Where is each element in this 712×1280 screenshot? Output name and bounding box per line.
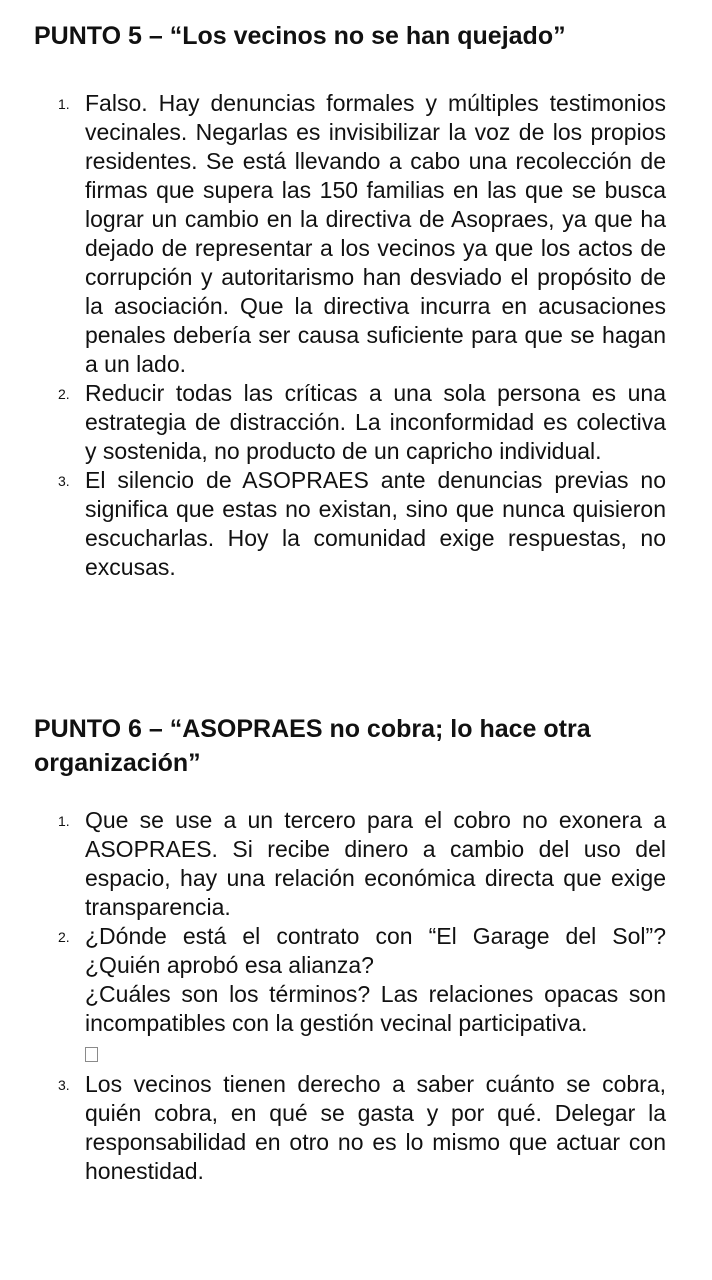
item-text: El silencio de ASOPRAES ante denuncias previas no significa que estas no existan, sino que nunca quisieron escucharlas. Hoy la comunidad exige respuestas, no excusas. bbox=[85, 467, 666, 580]
list-item bbox=[34, 466, 666, 582]
missing-glyph-box-icon bbox=[85, 1047, 98, 1062]
item-text: Falso. Hay denuncias formales y múltiples testimonios vecinales. Negarlas es invisibilizar la voz de los propios residentes. Se está llevando a cabo una recolección de firmas que supera las 150 familias en las que se busca lograr un cambio en la directiva de Asopraes, ya que ha dejado de representar a los vecinos ya que los actos de corrupción y autoritarismo han desviado el propósito de la asociación. Que la directiva incurra en acusaciones penales debería ser causa suficiente para que se hagan a un lado. bbox=[85, 90, 666, 377]
item-number: 1. bbox=[58, 813, 70, 829]
list-item bbox=[34, 1070, 666, 1186]
item-number: 2. bbox=[58, 929, 70, 945]
section-heading: PUNTO 6 – “ASOPRAES no cobra; lo hace otra organización” bbox=[34, 715, 591, 777]
list-item bbox=[34, 806, 666, 922]
list-item bbox=[34, 379, 666, 466]
item-number: 3. bbox=[58, 473, 70, 489]
item-text: ¿Dónde está el contrato con “El Garage del Sol”? ¿Quién aprobó esa alianza? bbox=[85, 923, 666, 978]
item-text: Que se use a un tercero para el cobro no exonera a ASOPRAES. Si recibe dinero a cambio del uso del espacio, hay una relación económica directa que exige transparencia. bbox=[85, 807, 666, 920]
list-item bbox=[34, 89, 666, 379]
item-text: Reducir todas las críticas a una sola persona es una estrategia de distracción. La inconformidad es colectiva y sostenida, no producto de un capricho individual. bbox=[85, 380, 666, 464]
section-punto-6 bbox=[34, 712, 666, 1186]
item-number: 2. bbox=[58, 386, 70, 402]
item-text-continued: ¿Cuáles son los términos? Las relaciones opacas son incompatibles con la gestión vecinal participativa. bbox=[85, 981, 666, 1036]
section-heading: PUNTO 5 – “Los vecinos no se han quejado” bbox=[34, 22, 566, 50]
list-item bbox=[34, 922, 666, 1062]
section-punto-5 bbox=[34, 19, 666, 582]
item-number: 1. bbox=[58, 96, 70, 112]
item-text: Los vecinos tienen derecho a saber cuánto se cobra, quién cobra, en qué se gasta y por qué. Delegar la responsabilidad en otro no es lo mismo que actuar con honestidad. bbox=[85, 1071, 666, 1184]
item-number: 3. bbox=[58, 1077, 70, 1093]
